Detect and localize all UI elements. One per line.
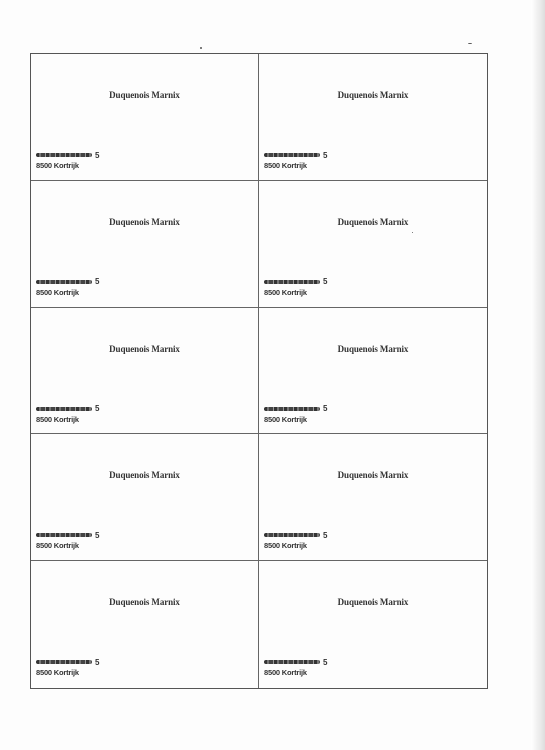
- house-number: 5: [95, 150, 100, 160]
- street-line: [264, 404, 327, 414]
- redacted-street: [36, 533, 92, 537]
- street-line: [36, 530, 99, 540]
- redacted-street: [36, 407, 92, 411]
- recipient-name: Duquenois Marnix: [337, 343, 409, 354]
- street-line: [36, 277, 99, 287]
- page-edge-shadow: [531, 0, 545, 750]
- recipient-name: Duquenois Marnix: [337, 597, 409, 608]
- label-sheet-grid: [30, 53, 488, 689]
- address-label: [31, 308, 259, 435]
- redacted-street: [264, 533, 320, 537]
- postal-city: 8500 Kortrijk: [264, 668, 307, 678]
- postal-city: 8500 Kortrijk: [36, 287, 79, 297]
- address-label: [259, 308, 487, 435]
- postal-city: 8500 Kortrijk: [264, 161, 307, 170]
- recipient-name: Duquenois Marnix: [337, 90, 409, 100]
- recipient-name: Duquenois Marnix: [109, 343, 180, 354]
- street-line: [264, 150, 327, 160]
- postal-city: 8500 Kortrijk: [264, 287, 307, 297]
- house-number: 5: [323, 657, 328, 667]
- scan-speck: [468, 43, 472, 44]
- postal-city: 8500 Kortrijk: [36, 161, 79, 170]
- postal-city: 8500 Kortrijk: [36, 414, 79, 424]
- house-number: 5: [323, 277, 328, 287]
- redacted-street: [264, 407, 320, 411]
- address-label: [259, 561, 487, 688]
- recipient-name: Duquenois Marnix: [337, 216, 409, 227]
- redacted-street: [36, 280, 92, 284]
- street-line: [36, 150, 99, 160]
- address-label: [31, 561, 259, 688]
- redacted-street: [36, 660, 92, 664]
- redacted-street: [36, 153, 92, 157]
- recipient-name: Duquenois Marnix: [109, 90, 180, 100]
- redacted-street: [264, 153, 320, 157]
- house-number: 5: [323, 150, 328, 160]
- address-label: [31, 54, 259, 181]
- scan-speck: [200, 47, 202, 49]
- postal-city: 8500 Kortrijk: [264, 541, 307, 551]
- street-line: [36, 657, 99, 667]
- address-label: [31, 181, 259, 308]
- street-line: [264, 277, 327, 287]
- recipient-name: Duquenois Marnix: [109, 597, 180, 608]
- recipient-name: Duquenois Marnix: [109, 216, 180, 227]
- house-number: 5: [95, 530, 100, 540]
- redacted-street: [264, 280, 320, 284]
- house-number: 5: [323, 404, 328, 414]
- street-line: [264, 530, 327, 540]
- house-number: 5: [95, 277, 100, 287]
- address-label: [31, 434, 259, 561]
- street-line: [264, 657, 327, 667]
- redacted-street: [264, 660, 320, 664]
- address-label: [259, 54, 487, 181]
- recipient-name: Duquenois Marnix: [109, 470, 180, 481]
- postal-city: 8500 Kortrijk: [36, 668, 79, 678]
- postal-city: 8500 Kortrijk: [264, 414, 307, 424]
- house-number: 5: [323, 530, 328, 540]
- postal-city: 8500 Kortrijk: [36, 541, 79, 551]
- house-number: 5: [95, 657, 100, 667]
- street-line: [36, 404, 99, 414]
- recipient-name: Duquenois Marnix: [337, 470, 409, 481]
- house-number: 5: [95, 404, 100, 414]
- address-label: [259, 434, 487, 561]
- address-label: [259, 181, 487, 308]
